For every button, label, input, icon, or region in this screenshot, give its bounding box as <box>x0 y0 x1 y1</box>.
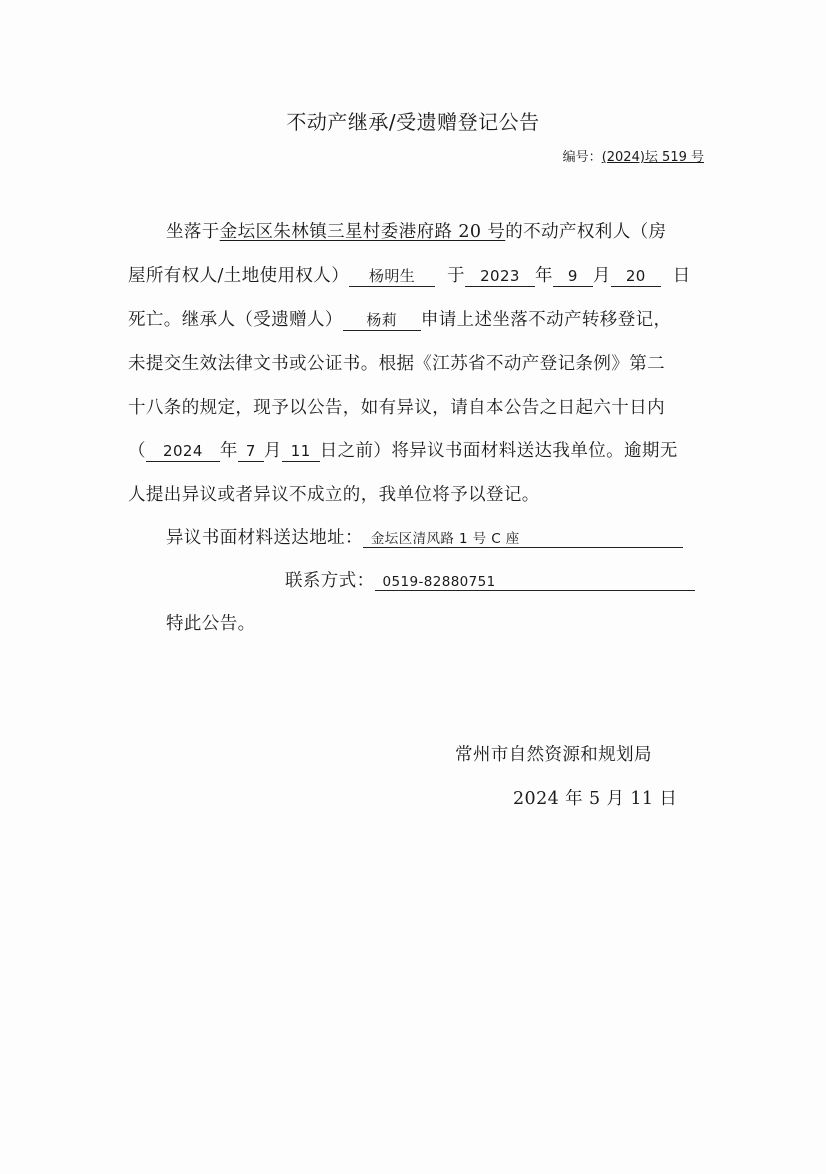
body-line-1 <box>166 218 666 243</box>
notice-title: 不动产继承/受遗赠登记公告 <box>286 110 540 134</box>
deceased-name: 杨明生 <box>349 267 435 287</box>
text-year: 年 <box>534 266 553 286</box>
address-label: 异议书面材料送达地址： <box>166 528 363 548</box>
serial-label: 编号： <box>562 150 602 165</box>
death-year: 2023 <box>465 267 535 287</box>
text-deadline-suffix: 日之前）将异议书面材料送达我单位。逾期无 <box>319 441 678 461</box>
text-owner-intro: 的不动产权利人（房 <box>505 222 667 242</box>
body-line-3 <box>128 306 671 331</box>
text-heir-intro: 死亡。继承人（受遗赠人） <box>128 310 343 330</box>
contact-info <box>285 567 695 592</box>
closing-text: 特此公告。 <box>166 614 256 634</box>
text-located-at: 坐落于 <box>166 222 220 242</box>
serial-number <box>563 146 704 165</box>
text-application: 申请上述坐落不动产转移登记， <box>420 310 672 330</box>
text-month: 月 <box>592 266 611 286</box>
contact-value: 0519-82880751 <box>375 574 695 591</box>
death-month: 9 <box>553 267 593 287</box>
address-value: 金坛区清风路 1 号 C 座 <box>363 531 683 548</box>
body-line-6 <box>128 437 678 462</box>
deadline-day: 11 <box>282 442 320 462</box>
serial-value: (2024)坛 519 号 <box>601 150 704 165</box>
body-line-5: 十八条的规定，现予以公告，如有异议，请自本公告之日起六十日内 <box>128 398 665 418</box>
deadline-month: 7 <box>238 442 264 462</box>
text-month: 月 <box>263 441 282 461</box>
deadline-year: 2024 <box>146 442 220 462</box>
text-owner-type: 屋所有权人/土地使用权人） <box>128 266 350 286</box>
text-day: 日 <box>672 266 691 286</box>
text-on: 于 <box>447 266 465 286</box>
property-location: 金坛区朱林镇三星村委港府路 20 号 <box>219 222 506 242</box>
heir-name: 杨莉 <box>343 311 421 331</box>
text-open-paren: （ <box>128 441 146 461</box>
signing-organization: 常州市自然资源和规划局 <box>455 745 652 765</box>
body-line-4: 未提交生效法律文书或公证书。根据《江苏省不动产登记条例》第二 <box>128 354 665 374</box>
body-line-7: 人提出异议或者异议不成立的，我单位将予以登记。 <box>128 485 540 505</box>
contact-label: 联系方式： <box>285 571 375 591</box>
objection-address <box>166 524 683 549</box>
body-line-2 <box>128 262 691 287</box>
death-day: 20 <box>611 267 661 287</box>
text-year: 年 <box>219 441 238 461</box>
signing-date: 2024 年 5 月 11 日 <box>513 789 678 809</box>
